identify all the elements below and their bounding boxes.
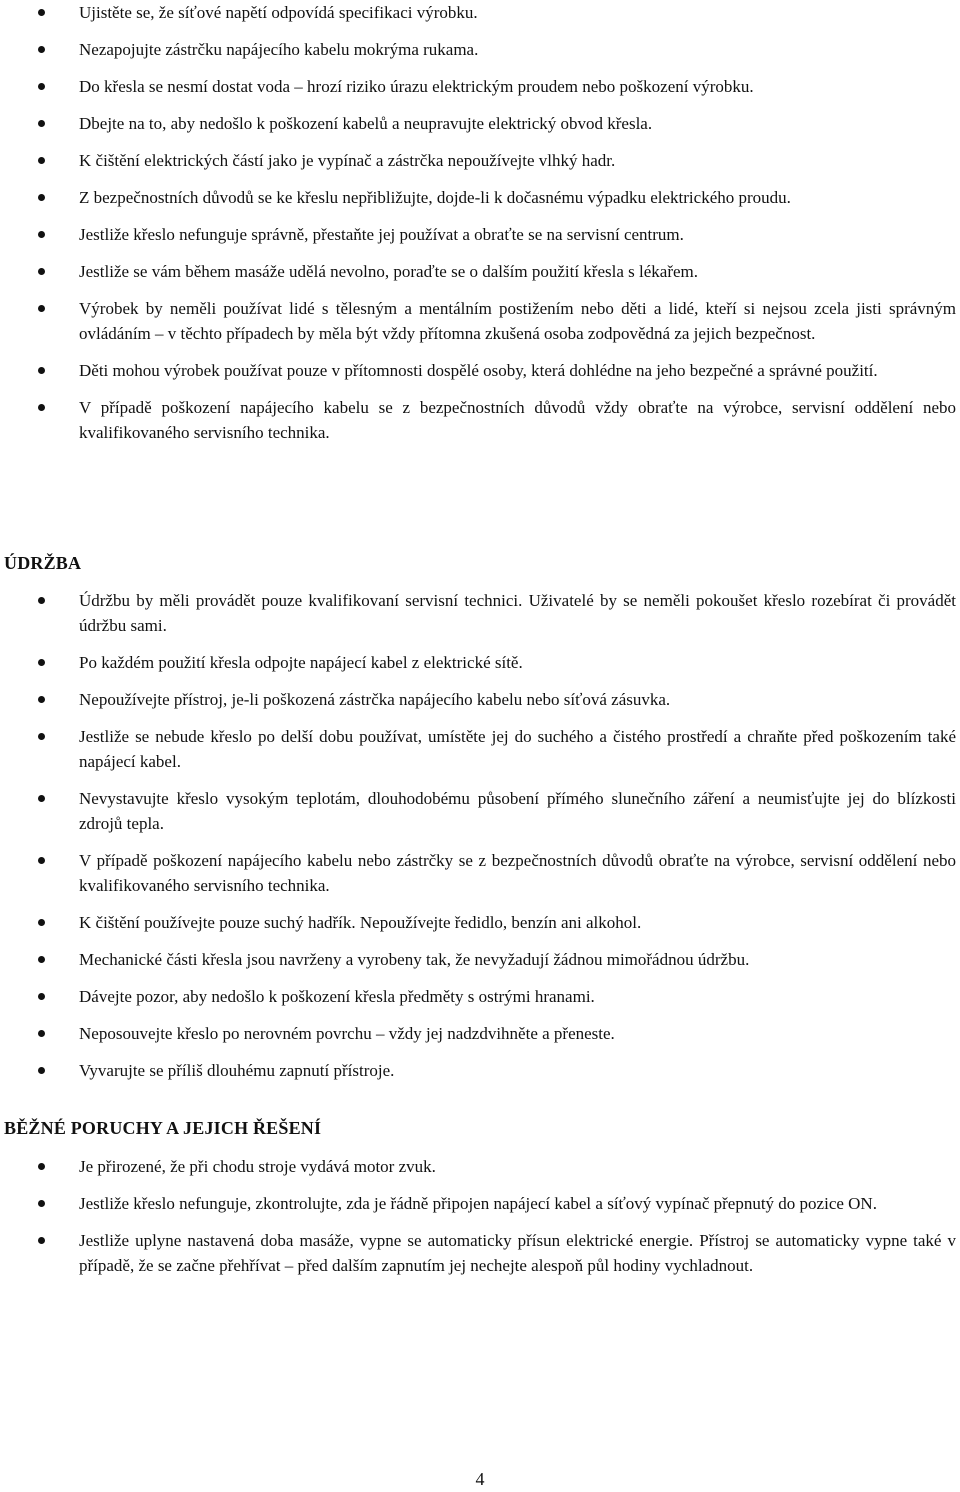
- list-item-text: Jestliže uplyne nastavená doba masáže, vypne se automaticky přísun elektrické energie. Přístroj se automaticky vypne také v případě, že se začne přehřívat – před dalším zapnutím jej nechejte alespoň půl hodiny vychladnout.: [79, 1231, 956, 1275]
- bullet-icon: [38, 305, 45, 312]
- list-item-text: Ujistěte se, že síťové napětí odpovídá specifikaci výrobku.: [79, 3, 478, 22]
- list-item: [0, 259, 960, 284]
- list-item-text: Jestliže se vám během masáže udělá nevolno, poraďte se o dalším použití křesla s lékařem.: [79, 262, 699, 281]
- list-item-text: Je přirozené, že při chodu stroje vydává motor zvuk.: [79, 1157, 436, 1176]
- bullet-icon: [38, 919, 45, 926]
- list-item-text: Děti mohou výrobek používat pouze v přítomnosti dospělé osoby, která dohlédne na jeho bezpečné a správné použití.: [79, 361, 878, 380]
- bullet-icon: [38, 9, 45, 16]
- list-item: [0, 296, 960, 346]
- list-item-text: K čištění elektrických částí jako je vypínač a zástrčka nepoužívejte vlhký hadr.: [79, 151, 616, 170]
- bullet-icon: [38, 404, 45, 411]
- list-item: [0, 1021, 960, 1046]
- list-item-text: K čištění používejte pouze suchý hadřík. Nepoužívejte ředidlo, benzín ani alkohol.: [79, 913, 642, 932]
- safety-list: [0, 0, 960, 457]
- bullet-icon: [38, 956, 45, 963]
- list-item: [0, 395, 960, 445]
- bullet-icon: [38, 659, 45, 666]
- bullet-icon: [38, 1163, 45, 1170]
- bullet-icon: [38, 120, 45, 127]
- bullet-icon: [38, 157, 45, 164]
- list-item: [0, 1191, 960, 1216]
- list-item: [0, 650, 960, 675]
- list-item: [0, 1228, 960, 1278]
- bullet-icon: [38, 1237, 45, 1244]
- bullet-icon: [38, 733, 45, 740]
- list-item: [0, 910, 960, 935]
- list-item-text: V případě poškození napájecího kabelu se z bezpečnostních důvodů vždy obraťte na výrobce, servisní oddělení nebo kvalifikovaného servisního technika.: [79, 398, 956, 442]
- list-item-text: Výrobek by neměli používat lidé s tělesným a mentálním postižením nebo děti a lidé, kteří si nejsou zcela jisti správným ovládáním – v těchto případech by měla být vždy přítomna zkušená osoba zodpovědná za jejich bezpečnost.: [79, 299, 956, 343]
- bullet-icon: [38, 367, 45, 374]
- list-item: [0, 148, 960, 173]
- list-item-text: Z bezpečnostních důvodů se ke křeslu nepřibližujte, dojde-li k dočasnému výpadku elektrického proudu.: [79, 188, 791, 207]
- list-item-text: Jestliže se nebude křeslo po delší dobu používat, umístěte jej do suchého a čistého prostředí a chraňte před poškozením také napájecí kabel.: [79, 727, 956, 771]
- list-item: [0, 947, 960, 972]
- list-item-text: Mechanické části křesla jsou navrženy a vyrobeny tak, že nevyžadují žádnou mimořádnou údržbu.: [79, 950, 750, 969]
- maintenance-list: [0, 588, 960, 1095]
- bullet-icon: [38, 597, 45, 604]
- list-item: [0, 848, 960, 898]
- list-item: [0, 37, 960, 62]
- bullet-icon: [38, 231, 45, 238]
- list-item: [0, 724, 960, 774]
- list-item-text: Do křesla se nesmí dostat voda – hrozí riziko úrazu elektrickým proudem nebo poškození výrobku.: [79, 77, 754, 96]
- list-item-text: Neposouvejte křeslo po nerovném povrchu – vždy jej nadzdvihněte a přeneste.: [79, 1024, 615, 1043]
- bullet-icon: [38, 857, 45, 864]
- list-item: [0, 358, 960, 383]
- list-item: [0, 222, 960, 247]
- list-item-text: Jestliže křeslo nefunguje správně, přestaňte jej používat a obraťte se na servisní centrum.: [79, 225, 684, 244]
- list-item-text: Dbejte na to, aby nedošlo k poškození kabelů a neupravujte elektrický obvod křesla.: [79, 114, 653, 133]
- bullet-icon: [38, 1200, 45, 1207]
- bullet-icon: [38, 1030, 45, 1037]
- bullet-icon: [38, 46, 45, 53]
- list-item-text: Nezapojujte zástrčku napájecího kabelu mokrýma rukama.: [79, 40, 479, 59]
- list-item: [0, 111, 960, 136]
- bullet-icon: [38, 795, 45, 802]
- list-item: [0, 786, 960, 836]
- list-item-text: Údržbu by měli provádět pouze kvalifikovaní servisní technici. Uživatelé by se neměli pokoušet křeslo rozebírat či provádět údržbu sami.: [79, 591, 956, 635]
- bullet-icon: [38, 696, 45, 703]
- bullet-icon: [38, 993, 45, 1000]
- list-item-text: Vyvarujte se příliš dlouhému zapnutí přístroje.: [79, 1061, 395, 1080]
- bullet-icon: [38, 83, 45, 90]
- bullet-icon: [38, 194, 45, 201]
- list-item-text: Nepoužívejte přístroj, je-li poškozená zástrčka napájecího kabelu nebo síťová zásuvka.: [79, 690, 671, 709]
- list-item: [0, 588, 960, 638]
- section-heading-maintenance: ÚDRŽBA: [4, 553, 82, 573]
- list-item: [0, 687, 960, 712]
- section-heading-troubleshooting: BĚŽNÉ PORUCHY A JEJICH ŘEŠENÍ: [4, 1118, 322, 1138]
- list-item: [0, 0, 960, 25]
- list-item: [0, 74, 960, 99]
- list-item: [0, 1154, 960, 1179]
- page-number: 4: [475, 1469, 485, 1489]
- list-item-text: Dávejte pozor, aby nedošlo k poškození křesla předměty s ostrými hranami.: [79, 987, 595, 1006]
- list-item-text: V případě poškození napájecího kabelu nebo zástrčky se z bezpečnostních důvodů obraťte na výrobce, servisní oddělení nebo kvalifikovaného servisního technika.: [79, 851, 956, 895]
- troubleshooting-list: [0, 1154, 960, 1290]
- list-item-text: Po každém použití křesla odpojte napájecí kabel z elektrické sítě.: [79, 653, 523, 672]
- list-item: [0, 984, 960, 1009]
- list-item-text: Nevystavujte křeslo vysokým teplotám, dlouhodobému působení přímého slunečního záření a neumisťujte jej do blízkosti zdrojů tepla.: [79, 789, 956, 833]
- list-item: [0, 1058, 960, 1083]
- bullet-icon: [38, 1067, 45, 1074]
- list-item: [0, 185, 960, 210]
- list-item-text: Jestliže křeslo nefunguje, zkontrolujte, zda je řádně připojen napájecí kabel a síťový vypínač přepnutý do pozice ON.: [79, 1194, 877, 1213]
- bullet-icon: [38, 268, 45, 275]
